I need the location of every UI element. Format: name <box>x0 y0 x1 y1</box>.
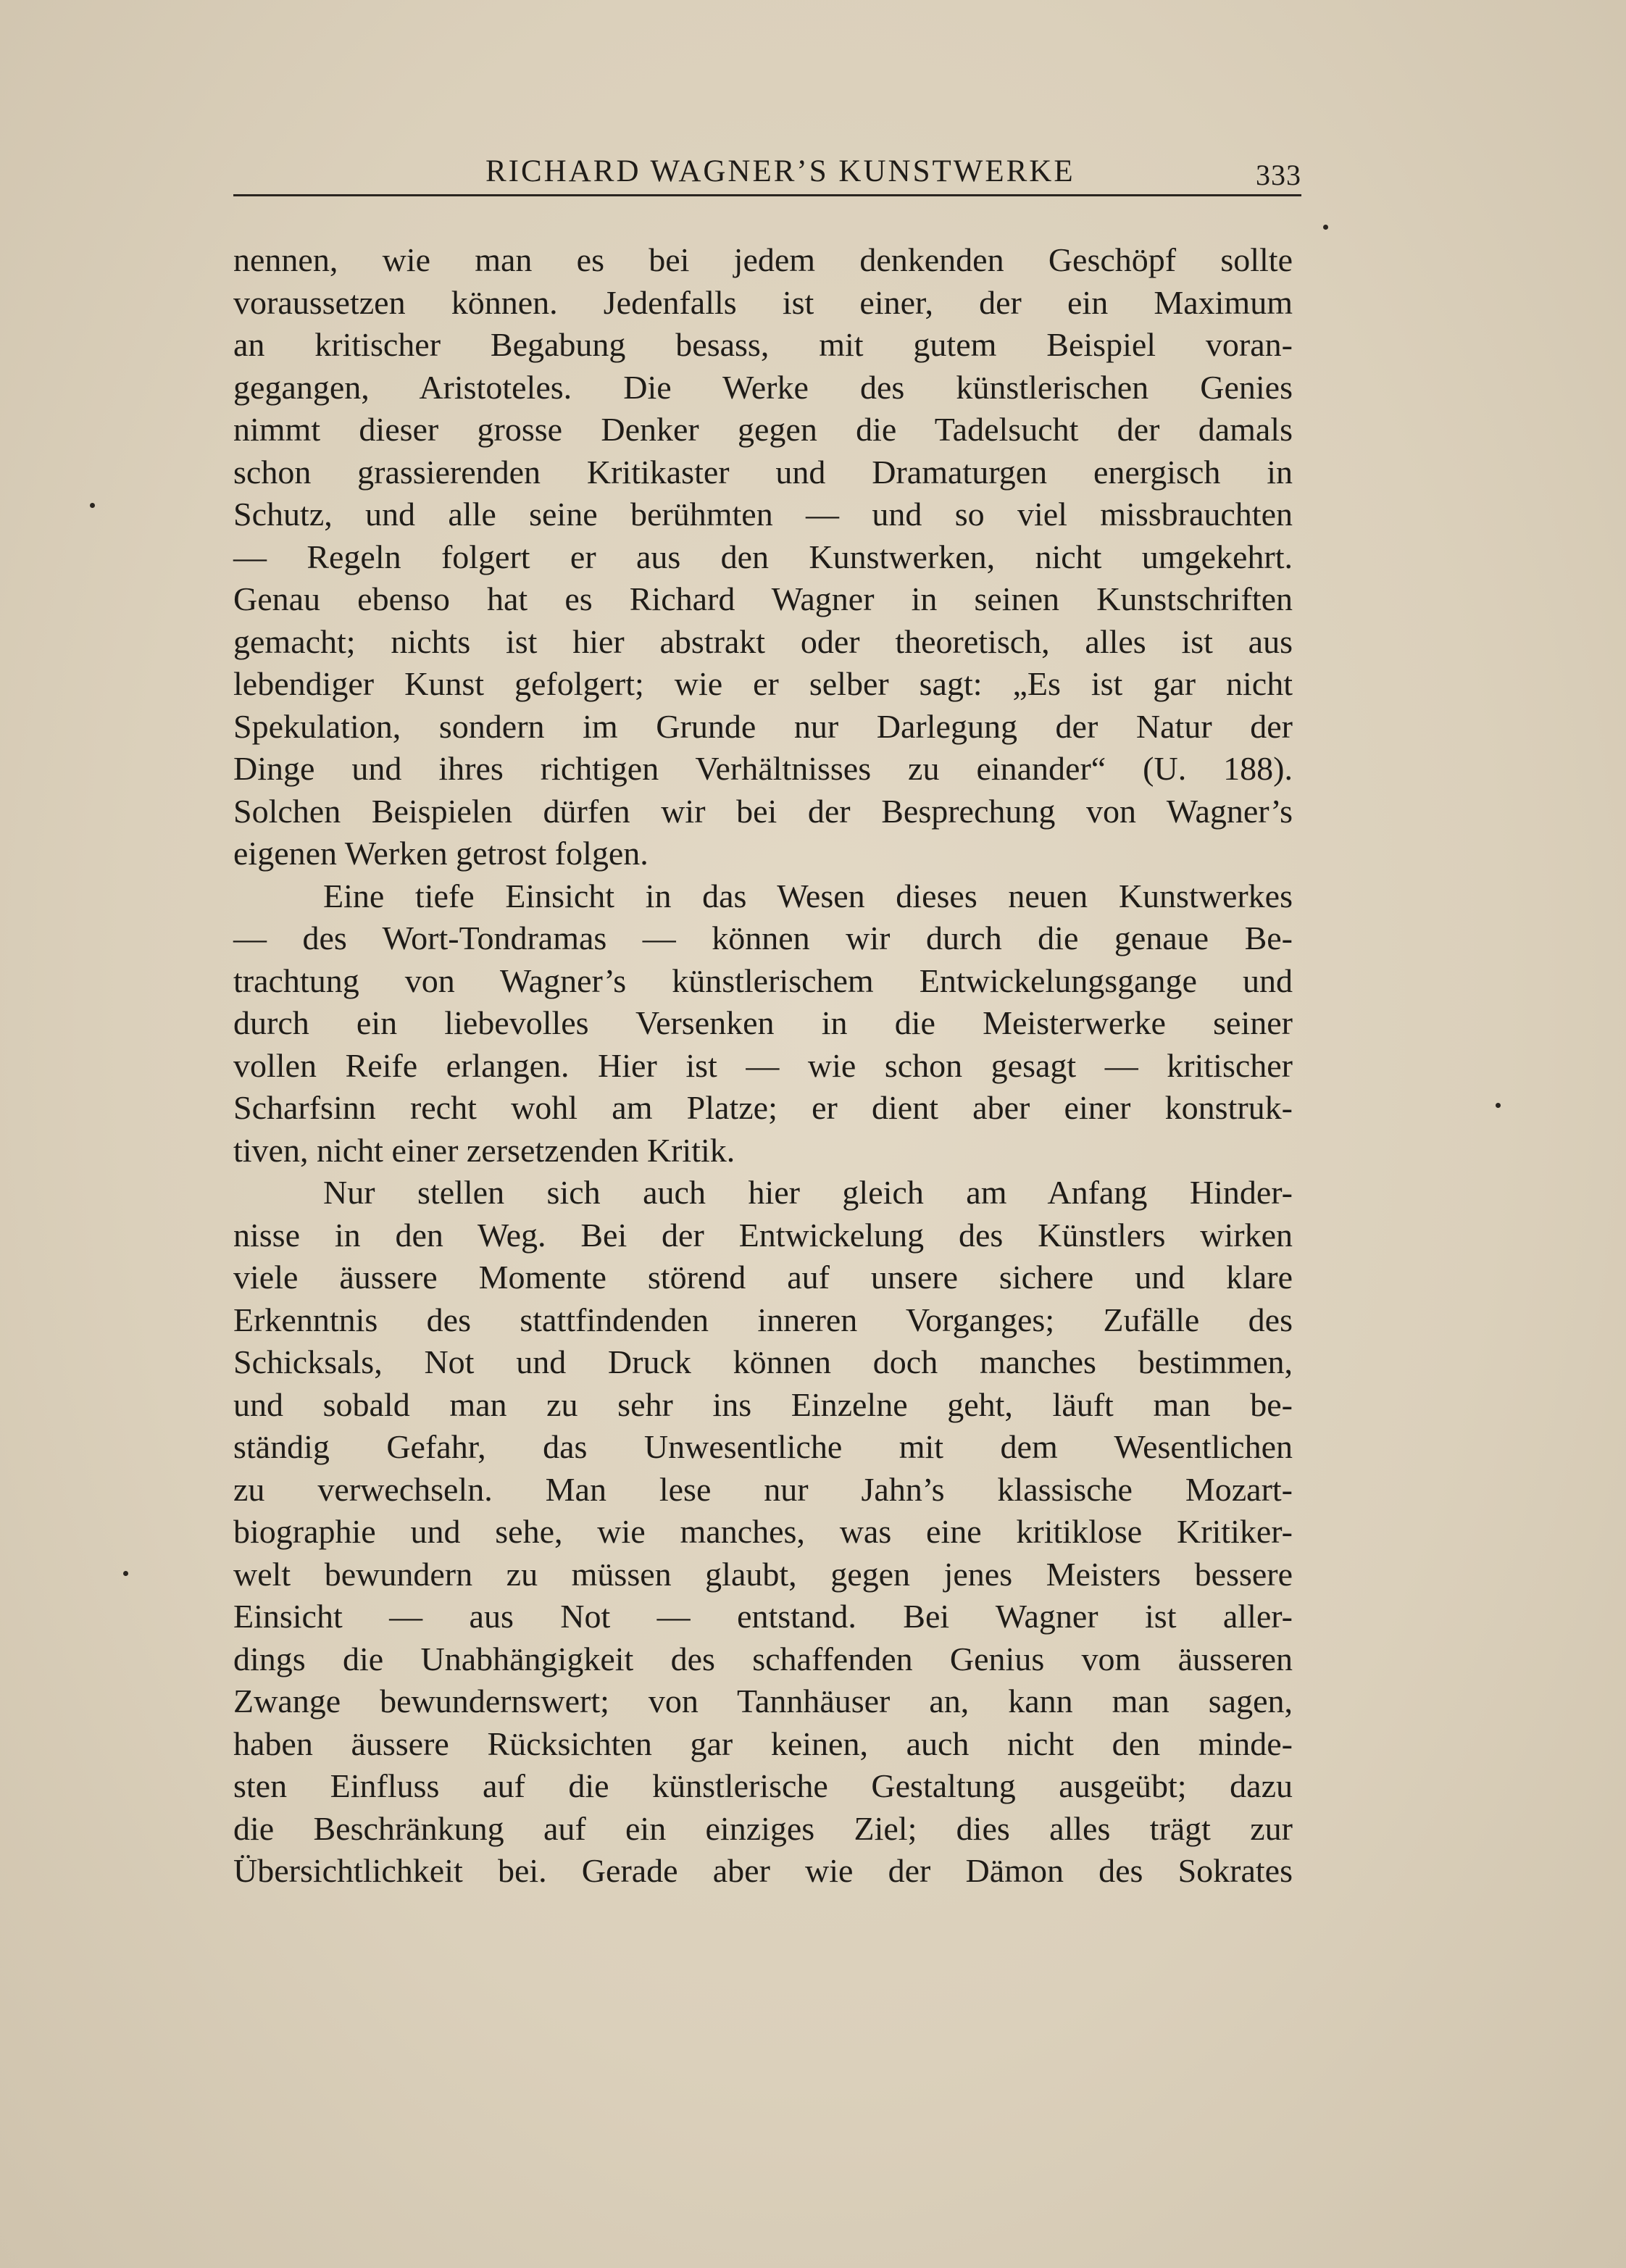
text-line: Zwange bewundernswert; von Tannhäuser an, kann man sagen, <box>233 1683 1293 1719</box>
text-line: dings die Unabhängigkeit des schaffenden Genius vom äusseren <box>233 1640 1293 1677</box>
page-number: 333 <box>1256 159 1301 191</box>
text-line: die Beschränkung auf ein einziges Ziel; dies alles trägt zur <box>233 1809 1293 1847</box>
text-line: Erkenntnis des stattfindenden inneren Vorganges; Zufälle des <box>233 1301 1293 1338</box>
text-line: zu verwechseln. Man lese nur Jahn’s klassische Mozart- <box>233 1470 1293 1508</box>
text-line: Nur stellen sich auch hier gleich am Anfang Hinder- <box>323 1174 1293 1211</box>
text-line: ständig Gefahr, das Unwesentliche mit dem Wesentlichen <box>233 1428 1293 1465</box>
text-line: voraussetzen können. Jedenfalls ist einer, der ein Maximum <box>233 283 1293 321</box>
text-line: gegangen, Aristoteles. Die Werke des künstlerischen Genies <box>233 368 1293 406</box>
text-line: Genau ebenso hat es Richard Wagner in seinen Kunstschriften <box>233 580 1293 617</box>
paper-speck <box>90 503 95 508</box>
text-line: welt bewundern zu müssen glaubt, gegen jenes Meisters bessere <box>233 1555 1293 1593</box>
header-rule <box>233 194 1301 196</box>
text-line: Schutz, und alle seine berühmten — und so viel missbrauchten <box>233 496 1293 533</box>
text-line: lebendiger Kunst gefolgert; wie er selber sagt: „Es ist gar nicht <box>233 665 1293 702</box>
text-line: an kritischer Begabung besass, mit gutem Beispiel voran- <box>233 326 1293 363</box>
text-line: Schicksals, Not und Druck können doch manches bestimmen, <box>233 1343 1293 1380</box>
text-line: schon grassierenden Kritikaster und Dramaturgen energisch in <box>233 453 1293 491</box>
text-line: haben äussere Rücksichten gar keinen, auch nicht den minde- <box>233 1725 1293 1762</box>
text-line: nisse in den Weg. Bei der Entwickelung des Künstlers wirken <box>233 1216 1293 1254</box>
text-line: biographie und sehe, wie manches, was eine kritiklose Kritiker- <box>233 1513 1293 1550</box>
text-line: Dinge und ihres richtigen Verhältnisses zu einander“ (U. 188). <box>233 750 1293 787</box>
text-line: Übersichtlichkeit bei. Gerade aber wie der Dämon des Sokrates <box>233 1852 1293 1889</box>
paper-speck <box>1323 225 1328 230</box>
text-line: sten Einfluss auf die künstlerische Gestaltung ausgeübt; dazu <box>233 1767 1293 1804</box>
text-line: Einsicht — aus Not — entstand. Bei Wagner ist aller- <box>233 1598 1293 1635</box>
paper-speck <box>123 1571 128 1576</box>
text-line: eigenen Werken getrost folgen. <box>233 835 649 872</box>
paper-speck <box>1496 1103 1501 1108</box>
text-line: Solchen Beispielen dürfen wir bei der Besprechung von Wagner’s <box>233 792 1293 830</box>
text-line: nimmt dieser grosse Denker gegen die Tadelsucht der damals <box>233 411 1293 448</box>
body-text <box>233 239 1293 1893</box>
running-head-title: RICHARD WAGNER’S KUNSTWERKE <box>485 154 1075 188</box>
text-line: Scharfsinn recht wohl am Platze; er dient aber einer konstruk- <box>233 1089 1293 1126</box>
text-line: gemacht; nichts ist hier abstrakt oder theoretisch, alles ist aus <box>233 622 1293 660</box>
text-line: tiven, nicht einer zersetzenden Kritik. <box>233 1131 735 1169</box>
text-line: trachtung von Wagner’s künstlerischem Entwickelungsgange und <box>233 962 1293 999</box>
text-line: vollen Reife erlangen. Hier ist — wie schon gesagt — kritischer <box>233 1046 1293 1084</box>
text-line: viele äussere Momente störend auf unsere sichere und klare <box>233 1259 1293 1296</box>
text-line: durch ein liebevolles Versenken in die Meisterwerke seiner <box>233 1004 1293 1041</box>
text-line: — des Wort-Tondramas — können wir durch die genaue Be- <box>233 920 1293 956</box>
text-line: Spekulation, sondern im Grunde nur Darlegung der Natur der <box>233 707 1293 745</box>
text-line: Eine tiefe Einsicht in das Wesen dieses neuen Kunstwerkes <box>323 877 1293 914</box>
text-line: nennen, wie man es bei jedem denkenden Geschöpf sollte <box>233 241 1293 278</box>
running-head <box>233 154 1301 197</box>
text-line: und sobald man zu sehr ins Einzelne geht, läuft man be- <box>233 1385 1293 1423</box>
text-line: — Regeln folgert er aus den Kunstwerken, nicht umgekehrt. <box>233 538 1293 575</box>
